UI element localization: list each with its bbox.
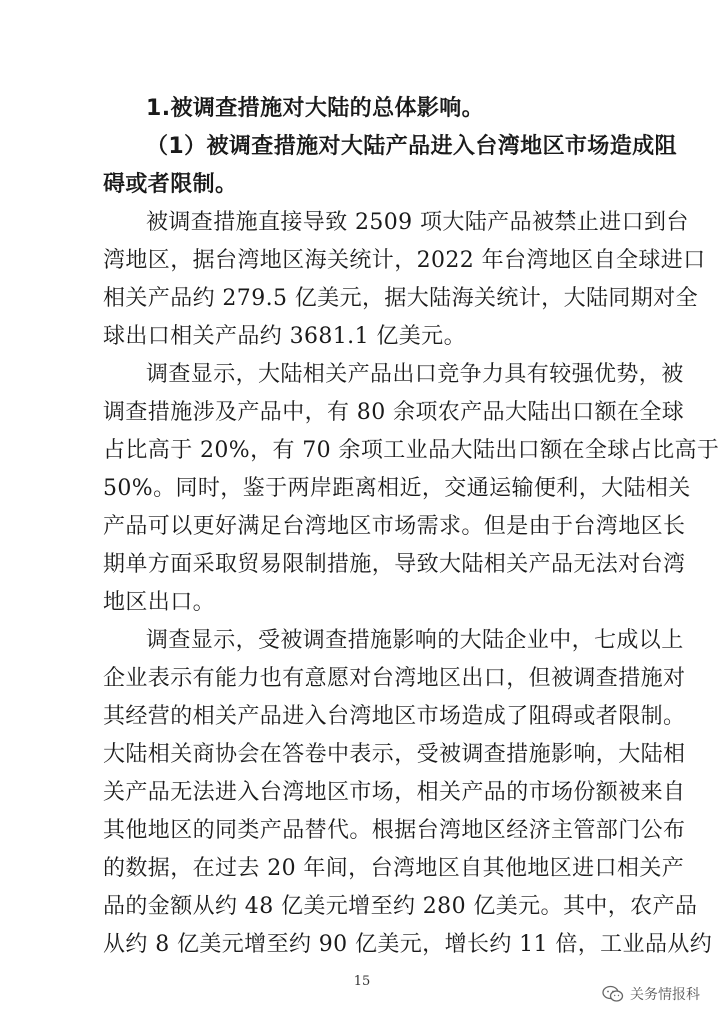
paragraph-line: 调查显示，受被调查措施影响的大陆企业中，七成以上	[146, 628, 684, 653]
paragraph-line: 从约 8 亿美元增至约 90 亿美元，增长约 11 倍，工业品从约	[103, 932, 713, 957]
wechat-icon	[602, 985, 624, 1003]
subsection-heading-line-1: （1）被调查措施对大陆产品进入台湾地区市场造成阻	[146, 134, 677, 159]
paragraph-line: 其他地区的同类产品替代。根据台湾地区经济主管部门公布	[103, 818, 686, 843]
section-heading: 1.被调查措施对大陆的总体影响。	[146, 96, 485, 121]
paragraph-line: 的数据，在过去 20 年间，台湾地区自其他地区进口相关产	[103, 856, 685, 881]
paragraph-line: 湾地区，据台湾地区海关统计，2022 年台湾地区自全球进口	[103, 248, 706, 273]
paragraph-line: 调查措施涉及产品中，有 80 余项农产品大陆出口额在全球	[103, 400, 685, 425]
watermark	[602, 984, 700, 1004]
paragraph-line: 企业表示有能力也有意愿对台湾地区出口，但被调查措施对	[103, 666, 686, 691]
paragraph-line: 占比高于 20%，有 70 余项工业品大陆出口额在全球占比高于	[103, 438, 720, 463]
paragraph-line: 被调查措施直接导致 2509 项大陆产品被禁止进口到台	[146, 210, 689, 235]
paragraph-line: 相关产品约 279.5 亿美元，据大陆海关统计，大陆同期对全	[103, 286, 698, 311]
paragraph-line: 其经营的相关产品进入台湾地区市场造成了阻碍或者限制。	[103, 704, 686, 729]
paragraph-line: 调查显示，大陆相关产品出口竞争力具有较强优势，被	[146, 362, 684, 387]
subsection-heading-line-2: 碍或者限制。	[103, 172, 238, 197]
paragraph-line: 50%。同时，鉴于两岸距离相近，交通运输便利，大陆相关	[103, 476, 691, 501]
paragraph-line: 大陆相关商协会在答卷中表示，受被调查措施影响，大陆相	[103, 742, 686, 767]
paragraph-line: 品的金额从约 48 亿美元增至约 280 亿美元。其中，农产品	[103, 894, 698, 919]
watermark-text: 关务情报科	[630, 987, 700, 1003]
paragraph-line: 产品可以更好满足台湾地区市场需求。但是由于台湾地区长	[103, 514, 686, 539]
paragraph-line: 期单方面采取贸易限制措施，导致大陆相关产品无法对台湾	[103, 552, 686, 577]
page-number: 15	[353, 974, 371, 989]
paragraph-line: 关产品无法进入台湾地区市场，相关产品的市场份额被来自	[103, 780, 686, 805]
paragraph-line: 地区出口。	[103, 590, 216, 615]
paragraph-line: 球出口相关产品约 3681.1 亿美元。	[103, 324, 466, 349]
